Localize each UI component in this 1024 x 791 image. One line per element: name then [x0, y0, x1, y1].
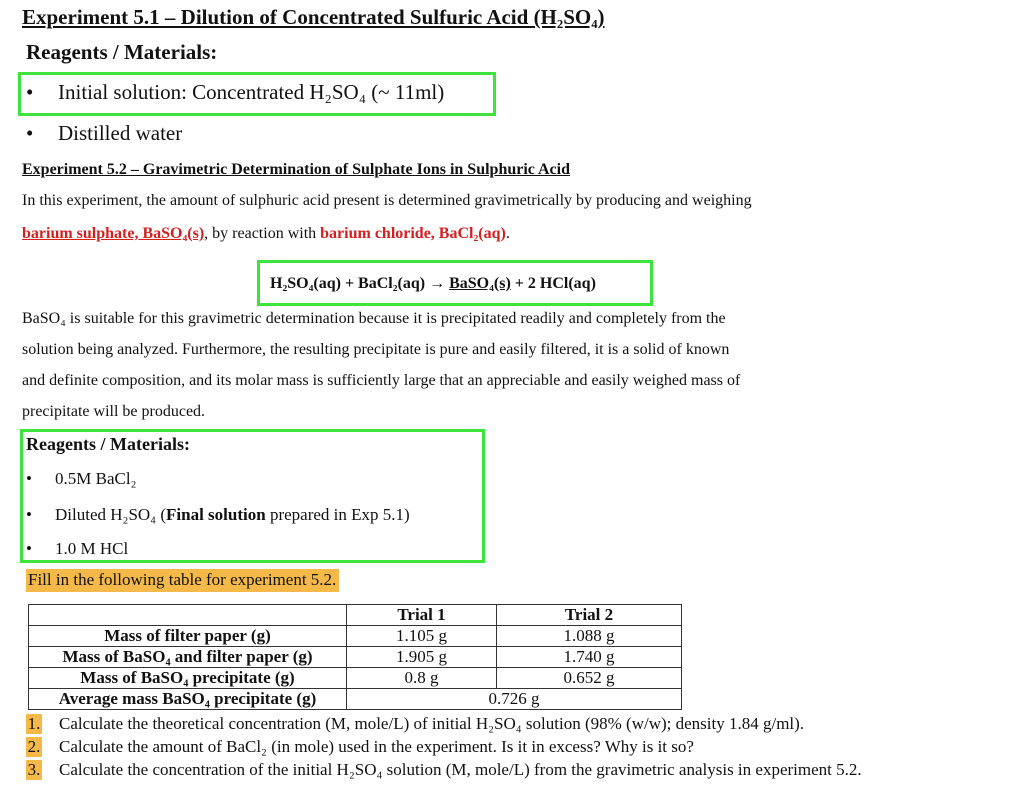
exp52-item-hcl-text: 1.0 M HCl	[55, 539, 129, 558]
para-line: solution being analyzed. Furthermore, the resulting precipitate is pure and easily filtered, it is a solid of known	[22, 341, 730, 358]
exp51-item-water-text: Distilled water	[58, 121, 183, 145]
exp51-title: Experiment 5.1 – Dilution of Concentrated Sulfuric Acid (H₂SO₄)	[22, 5, 605, 29]
question-text: Calculate the amount of BaCl₂ (in mole) used in the experiment. Is it in excess? Why is it so?	[59, 737, 694, 756]
exp52-title: Experiment 5.2 – Gravimetric Determination of Sulphate Ions in Sulphuric Acid	[22, 161, 570, 178]
avg-label: Average mass BaSO₄ precipitate (g)	[29, 689, 347, 710]
exp52-item-bacl2-text: 0.5M BaCl₂	[55, 469, 137, 488]
para-line: and definite composition, and its molar mass is sufficiently large that an appreciable and easily weighed mass of	[22, 372, 741, 389]
trial1-value: 1.105 g	[347, 626, 497, 647]
trial2-value: 0.652 g	[497, 668, 682, 689]
intro-mid: , by reaction with	[204, 225, 321, 242]
bullet-icon: •	[26, 505, 32, 524]
para-line: BaSO₄ is suitable for this gravimetric determination because it is precipitated readily and completely from the	[22, 310, 726, 327]
exp51-reagents-heading: Reagents / Materials:	[26, 40, 218, 64]
question-2	[26, 737, 694, 757]
trial1-value: 1.905 g	[347, 647, 497, 668]
trial1-value: 0.8 g	[347, 668, 497, 689]
diluted-post: prepared in Exp 5.1)	[265, 505, 410, 524]
final-solution-text: Final solution	[166, 505, 266, 524]
intro-end: .	[505, 225, 510, 242]
question-1	[26, 714, 804, 734]
question-3	[26, 760, 862, 780]
exp52-reagents-heading: Reagents / Materials:	[26, 434, 190, 454]
equation-product: BaSO₄(s)	[449, 275, 511, 292]
exp52-item-bacl2	[26, 469, 137, 489]
table-header-row	[29, 605, 682, 626]
bullet-icon: •	[26, 539, 32, 558]
trial2-value: 1.088 g	[497, 626, 682, 647]
question-number: 2.	[27, 737, 41, 756]
bullet-icon: •	[26, 469, 32, 488]
table-header-trial2: Trial 2	[497, 605, 682, 626]
equation-reactants: H₂SO₄(aq) + BaCl₂(aq) →	[270, 275, 450, 292]
exp52-item-hcl	[26, 539, 128, 559]
barium-sulphate-text: barium sulphate, BaSO₄(s)	[22, 225, 205, 242]
exp51-item-initial	[26, 80, 444, 105]
table-row	[29, 626, 682, 647]
table-header-trial1: Trial 1	[347, 605, 497, 626]
exp52-intro-line1: In this experiment, the amount of sulphuric acid present is determined gravimetrically by producing and weighing	[22, 192, 752, 209]
table-header-empty	[29, 605, 347, 626]
row-label: Mass of BaSO₄ precipitate (g)	[29, 668, 347, 689]
row-label: Mass of filter paper (g)	[29, 626, 347, 647]
exp52-item-diluted	[26, 505, 410, 525]
question-text: Calculate the theoretical concentration (M, mole/L) of initial H₂SO₄ solution (98% (w/w); density 1.84 g/ml).	[59, 714, 805, 733]
table-average-row	[29, 689, 682, 710]
diluted-pre: Diluted H₂SO₄ (	[55, 505, 167, 524]
equation-byproduct: + 2 HCl(aq)	[510, 275, 596, 292]
exp52-intro-line2	[22, 225, 510, 243]
barium-chloride-text: barium chloride, BaCl₂(aq)	[320, 225, 506, 242]
avg-value: 0.726 g	[347, 689, 682, 710]
results-table	[28, 604, 682, 710]
exp51-item-water	[26, 121, 182, 146]
table-row	[29, 668, 682, 689]
question-number: 1.	[27, 714, 41, 733]
table-row	[29, 647, 682, 668]
bullet-icon: •	[26, 80, 34, 104]
bullet-icon: •	[26, 121, 34, 145]
question-number: 3.	[27, 760, 41, 779]
reaction-equation	[270, 275, 596, 293]
row-label: Mass of BaSO₄ and filter paper (g)	[29, 647, 347, 668]
trial2-value: 1.740 g	[497, 647, 682, 668]
para-line: precipitate will be produced.	[22, 403, 206, 420]
fill-in-instruction: Fill in the following table for experiment 5.2.	[26, 569, 339, 592]
exp51-item-initial-text: Initial solution: Concentrated H₂SO₄ (~ 11ml)	[58, 80, 445, 104]
question-text: Calculate the concentration of the initial H₂SO₄ solution (M, mole/L) from the gravimetric analysis in experiment 5.2.	[59, 760, 862, 779]
